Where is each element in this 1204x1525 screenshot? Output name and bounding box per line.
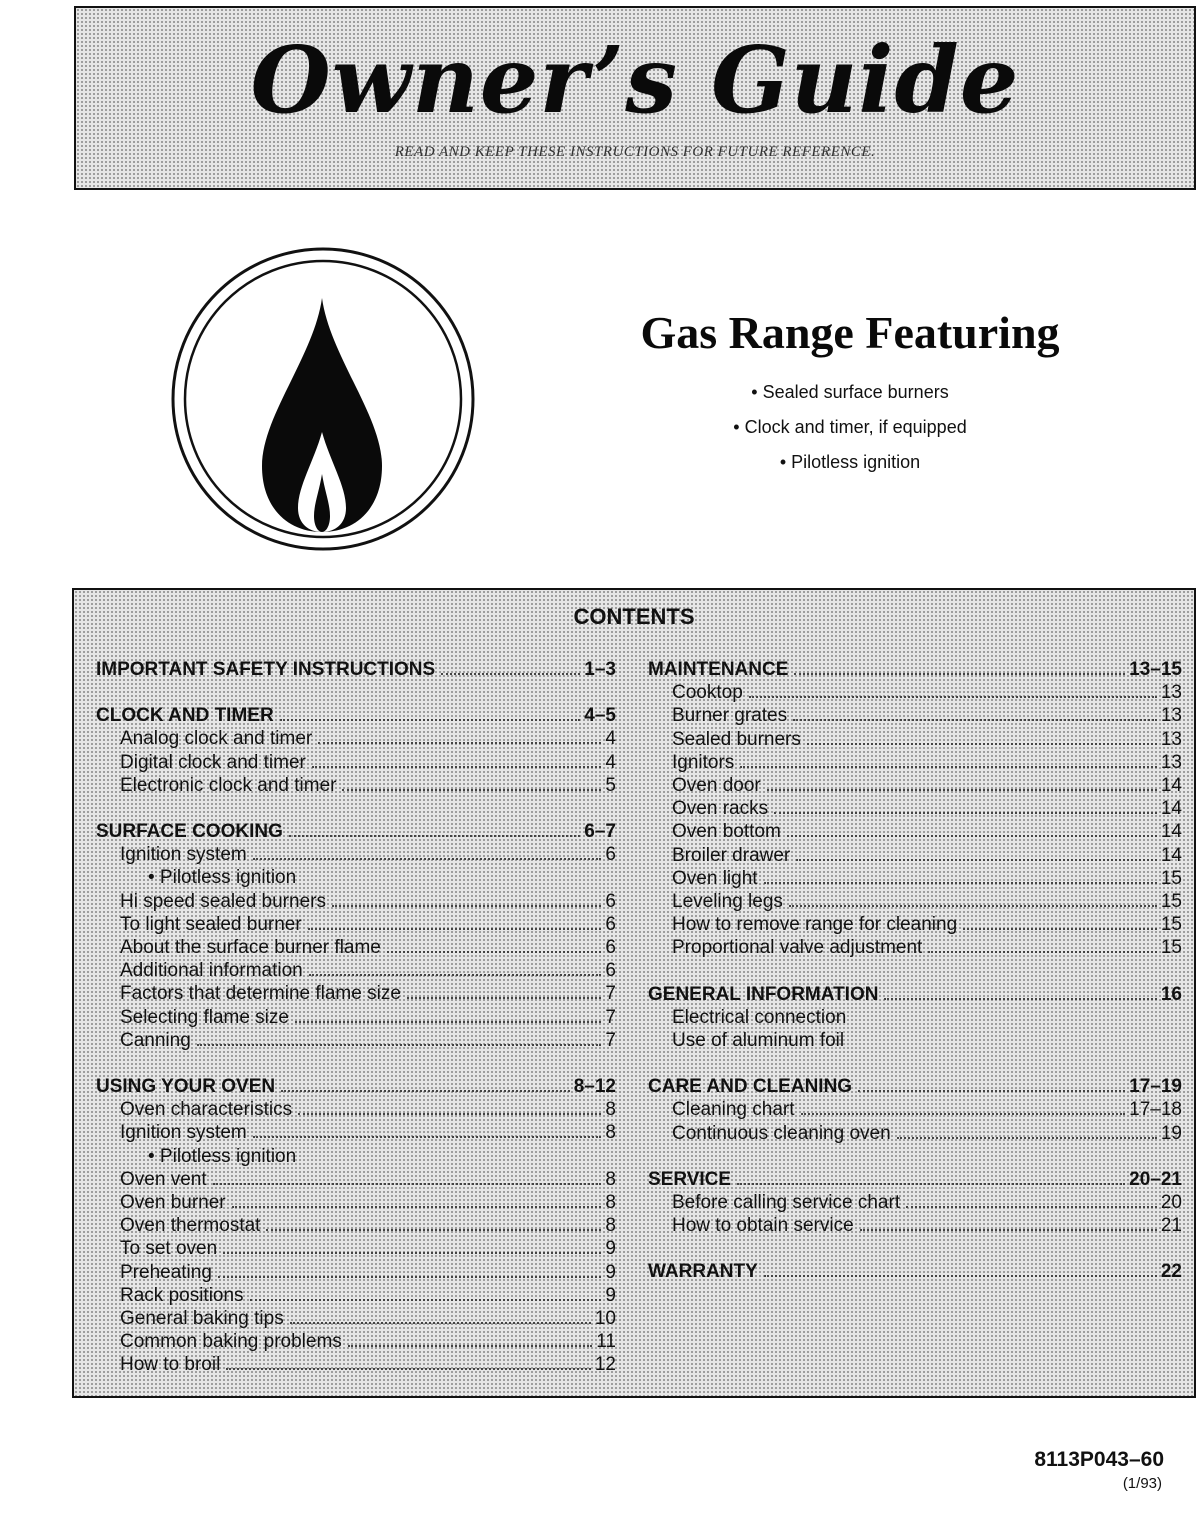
page-subtitle: READ AND KEEP THESE INSTRUCTIONS FOR FUTURE REFERENCE.	[394, 144, 876, 160]
toc-label: Ignitors	[672, 751, 735, 773]
toc-label: Cleaning chart	[672, 1099, 795, 1121]
page-title: Owner’s Guide	[250, 26, 1020, 134]
dot-leader	[796, 859, 1157, 861]
dot-leader	[749, 696, 1157, 698]
dot-leader	[250, 1299, 602, 1301]
toc-label: Ignition system	[120, 1122, 247, 1144]
toc-section	[648, 1075, 1182, 1098]
toc-label: How to obtain service	[672, 1215, 854, 1237]
flame-logo-icon	[170, 246, 476, 552]
document-code: 8113P043–60	[1034, 1448, 1164, 1471]
feature-heading: Gas Range Featuring	[640, 307, 1060, 358]
toc-label: SERVICE	[648, 1168, 732, 1190]
toc-page-number: 7	[605, 983, 616, 1005]
toc-label: • Pilotless ignition	[148, 1145, 297, 1167]
toc-label: SURFACE COOKING	[96, 821, 283, 843]
toc-page-number: 6	[605, 913, 616, 935]
dot-leader	[318, 742, 601, 744]
toc-entry	[648, 1214, 1182, 1237]
toc-entry	[96, 1307, 616, 1330]
toc-entry	[96, 959, 616, 982]
toc-page-number: 21	[1160, 1215, 1182, 1237]
toc-page-number: 6–7	[584, 821, 616, 843]
toc-page-number: 7	[605, 1006, 616, 1028]
contents-title: CONTENTS	[573, 604, 695, 629]
toc-page-number: 6	[605, 960, 616, 982]
toc-label: Oven burner	[120, 1192, 226, 1214]
toc-label: Factors that determine flame size	[120, 983, 401, 1005]
toc-entry	[648, 704, 1182, 727]
section-gap	[96, 681, 616, 704]
toc-label: To set oven	[120, 1238, 218, 1260]
toc-entry	[648, 681, 1182, 704]
toc-page-number: 17–19	[1129, 1076, 1182, 1098]
toc-label: Common baking problems	[120, 1331, 342, 1353]
feature-item: • Pilotless ignition	[779, 452, 921, 472]
toc-page-number: 17–18	[1129, 1099, 1182, 1121]
toc-label: To light sealed burner	[120, 913, 302, 935]
dot-leader	[387, 951, 602, 953]
dot-leader	[308, 928, 602, 930]
dot-leader	[332, 905, 601, 907]
toc-label: GENERAL INFORMATION	[648, 983, 879, 1005]
dot-leader	[213, 1183, 602, 1185]
toc-label: Cooktop	[672, 682, 743, 704]
dot-leader	[342, 789, 601, 791]
toc-entry	[96, 1237, 616, 1260]
toc-section	[96, 658, 616, 681]
toc-entry	[96, 1261, 616, 1284]
toc-page-number: 15	[1160, 914, 1182, 936]
toc-entry	[648, 1191, 1182, 1214]
toc-label: Oven racks	[672, 798, 769, 820]
toc-entry	[96, 982, 616, 1005]
toc-section	[648, 983, 1182, 1006]
dot-leader	[767, 789, 1157, 791]
dot-leader	[884, 998, 1156, 1000]
toc-label: Rack positions	[120, 1284, 244, 1306]
toc-label: Oven characteristics	[120, 1099, 293, 1121]
dot-leader	[794, 673, 1125, 675]
toc-entry	[96, 1168, 616, 1191]
toc-page-number: 8	[605, 1099, 616, 1121]
dot-leader	[441, 673, 580, 675]
toc-page-number: 8–12	[573, 1076, 616, 1098]
dot-leader	[789, 905, 1157, 907]
toc-page-number: 6	[605, 890, 616, 912]
dot-leader	[860, 1229, 1157, 1231]
toc-page-number: 13	[1160, 682, 1182, 704]
toc-page-number: 20	[1160, 1192, 1182, 1214]
toc-page-number: 14	[1160, 775, 1182, 797]
dot-leader	[281, 1090, 570, 1092]
dot-leader	[218, 1276, 602, 1278]
toc-entry	[96, 1145, 616, 1168]
toc-entry	[96, 751, 616, 774]
section-gap	[648, 1237, 1182, 1260]
dot-leader	[407, 997, 602, 999]
toc-section	[648, 658, 1182, 681]
dot-leader	[348, 1345, 593, 1347]
toc-entry	[96, 727, 616, 750]
toc-label: • Pilotless ignition	[148, 867, 297, 889]
dot-leader	[764, 882, 1157, 884]
dot-leader	[289, 835, 580, 837]
toc-label: CARE AND CLEANING	[648, 1076, 853, 1098]
toc-page-number: 20–21	[1129, 1168, 1182, 1190]
toc-label: Oven door	[672, 775, 761, 797]
toc-section	[648, 1168, 1182, 1191]
dot-leader	[774, 812, 1157, 814]
dot-leader	[740, 766, 1157, 768]
toc-entry	[96, 774, 616, 797]
toc-page-number: 7	[605, 1029, 616, 1051]
dot-leader	[232, 1206, 602, 1208]
toc-label: Burner grates	[672, 705, 788, 727]
toc-page-number: 13	[1160, 705, 1182, 727]
contents-right-column	[648, 658, 1182, 1284]
toc-entry	[96, 1029, 616, 1052]
dot-leader	[897, 1137, 1157, 1139]
toc-entry	[648, 844, 1182, 867]
toc-label: How to broil	[120, 1354, 221, 1376]
toc-entry	[96, 913, 616, 936]
toc-label: Analog clock and timer	[120, 728, 313, 750]
contents-left-column	[96, 658, 616, 1377]
toc-page-number: 8	[605, 1168, 616, 1190]
dot-leader	[787, 835, 1157, 837]
toc-page-number: 22	[1160, 1261, 1182, 1283]
toc-page-number: 13–15	[1129, 659, 1182, 680]
toc-label: About the surface burner flame	[120, 937, 381, 959]
toc-entry	[648, 751, 1182, 774]
dot-leader	[906, 1206, 1157, 1208]
toc-page-number: 4	[605, 751, 616, 773]
toc-label: Electrical connection	[672, 1006, 847, 1028]
toc-label: Oven bottom	[672, 821, 781, 843]
section-gap	[648, 960, 1182, 983]
toc-label: Leveling legs	[672, 891, 783, 913]
toc-entry	[648, 1006, 1182, 1029]
toc-page-number: 13	[1160, 728, 1182, 750]
toc-page-number: 11	[596, 1331, 616, 1353]
toc-label: Preheating	[120, 1261, 212, 1283]
toc-entry	[648, 867, 1182, 890]
toc-entry	[648, 913, 1182, 936]
toc-entry	[648, 1029, 1182, 1052]
dot-leader	[226, 1368, 591, 1370]
toc-label: Selecting flame size	[120, 1006, 289, 1028]
toc-label: IMPORTANT SAFETY INSTRUCTIONS	[96, 659, 436, 680]
toc-page-number: 15	[1160, 867, 1182, 889]
toc-section	[96, 1075, 616, 1098]
toc-page-number: 9	[605, 1261, 616, 1283]
toc-page-number: 15	[1160, 891, 1182, 913]
dot-leader	[223, 1252, 601, 1254]
toc-label: How to remove range for cleaning	[672, 914, 958, 936]
dot-leader	[295, 1021, 601, 1023]
toc-entry	[96, 1330, 616, 1353]
toc-page-number: 14	[1160, 844, 1182, 866]
toc-entry	[648, 890, 1182, 913]
toc-page-number: 15	[1160, 937, 1182, 959]
toc-entry	[96, 1353, 616, 1376]
toc-page-number: 4	[605, 728, 616, 750]
toc-entry	[96, 936, 616, 959]
toc-label: Proportional valve adjustment	[672, 937, 923, 959]
toc-label: USING YOUR OVEN	[96, 1076, 276, 1098]
toc-entry	[96, 1191, 616, 1214]
dot-leader	[737, 1183, 1125, 1185]
toc-page-number: 4–5	[584, 705, 616, 727]
toc-label: Canning	[120, 1029, 191, 1051]
toc-label: Before calling service chart	[672, 1192, 901, 1214]
feature-item: • Clock and timer, if equipped	[733, 417, 967, 437]
toc-section	[96, 704, 616, 727]
toc-page-number: 9	[605, 1238, 616, 1260]
toc-label: Additional information	[120, 960, 303, 982]
toc-label: CLOCK AND TIMER	[96, 705, 274, 727]
toc-page-number: 6	[605, 844, 616, 866]
toc-label: General baking tips	[120, 1308, 284, 1330]
toc-page-number: 12	[594, 1354, 616, 1376]
toc-label: Continuous cleaning oven	[672, 1122, 891, 1144]
feature-item: • Sealed surface burners	[751, 382, 949, 402]
contents-box	[72, 588, 1196, 1398]
toc-entry	[648, 1122, 1182, 1145]
toc-page-number: 8	[605, 1122, 616, 1144]
toc-entry	[648, 774, 1182, 797]
toc-page-number: 8	[605, 1192, 616, 1214]
dot-leader	[197, 1044, 602, 1046]
section-gap	[648, 1145, 1182, 1168]
toc-label: MAINTENANCE	[648, 659, 789, 680]
toc-entry	[648, 820, 1182, 843]
dot-leader	[309, 974, 602, 976]
toc-entry	[648, 728, 1182, 751]
toc-page-number: 1–3	[584, 659, 616, 680]
section-gap	[96, 797, 616, 820]
toc-entry	[648, 1098, 1182, 1121]
dot-leader	[928, 951, 1157, 953]
toc-label: Hi speed sealed burners	[120, 890, 326, 912]
toc-label: Oven thermostat	[120, 1215, 261, 1237]
toc-label: Ignition system	[120, 844, 247, 866]
dot-leader	[312, 766, 602, 768]
toc-page-number: 14	[1160, 798, 1182, 820]
toc-label: Oven vent	[120, 1168, 207, 1190]
toc-entry	[96, 1098, 616, 1121]
document-date: (1/93)	[1122, 1475, 1162, 1492]
toc-entry	[96, 1284, 616, 1307]
toc-page-number: 9	[605, 1284, 616, 1306]
toc-label: Broiler drawer	[672, 844, 791, 866]
toc-page-number: 5	[605, 774, 616, 796]
toc-label: Electronic clock and timer	[120, 774, 337, 796]
toc-entry	[96, 1006, 616, 1029]
toc-label: Sealed burners	[672, 728, 801, 750]
toc-entry	[648, 797, 1182, 820]
toc-page-number: 14	[1160, 821, 1182, 843]
dot-leader	[266, 1229, 601, 1231]
toc-page-number: 10	[594, 1308, 616, 1330]
toc-entry	[96, 1214, 616, 1237]
toc-page-number: 13	[1160, 751, 1182, 773]
dot-leader	[253, 858, 602, 860]
dot-leader	[253, 1136, 602, 1138]
toc-entry	[648, 936, 1182, 959]
section-gap	[96, 1052, 616, 1075]
dot-leader	[801, 1113, 1126, 1115]
dot-leader	[298, 1113, 601, 1115]
toc-page-number: 19	[1160, 1122, 1182, 1144]
toc-entry	[96, 890, 616, 913]
toc-page-number: 16	[1160, 983, 1182, 1005]
toc-entry	[96, 843, 616, 866]
toc-label: WARRANTY	[648, 1261, 758, 1283]
toc-label: Digital clock and timer	[120, 751, 306, 773]
dot-leader	[807, 743, 1157, 745]
dot-leader	[858, 1090, 1125, 1092]
toc-entry	[96, 1121, 616, 1144]
toc-label: Oven light	[672, 867, 758, 889]
dot-leader	[793, 719, 1157, 721]
toc-section	[648, 1260, 1182, 1283]
toc-section	[96, 820, 616, 843]
toc-entry	[96, 866, 616, 889]
dot-leader	[290, 1322, 591, 1324]
dot-leader	[764, 1275, 1157, 1277]
header-banner	[74, 6, 1196, 190]
toc-label: Use of aluminum foil	[672, 1030, 845, 1052]
section-gap	[648, 1052, 1182, 1075]
dot-leader	[280, 719, 581, 721]
dot-leader	[963, 928, 1157, 930]
toc-page-number: 6	[605, 937, 616, 959]
toc-page-number: 8	[605, 1215, 616, 1237]
